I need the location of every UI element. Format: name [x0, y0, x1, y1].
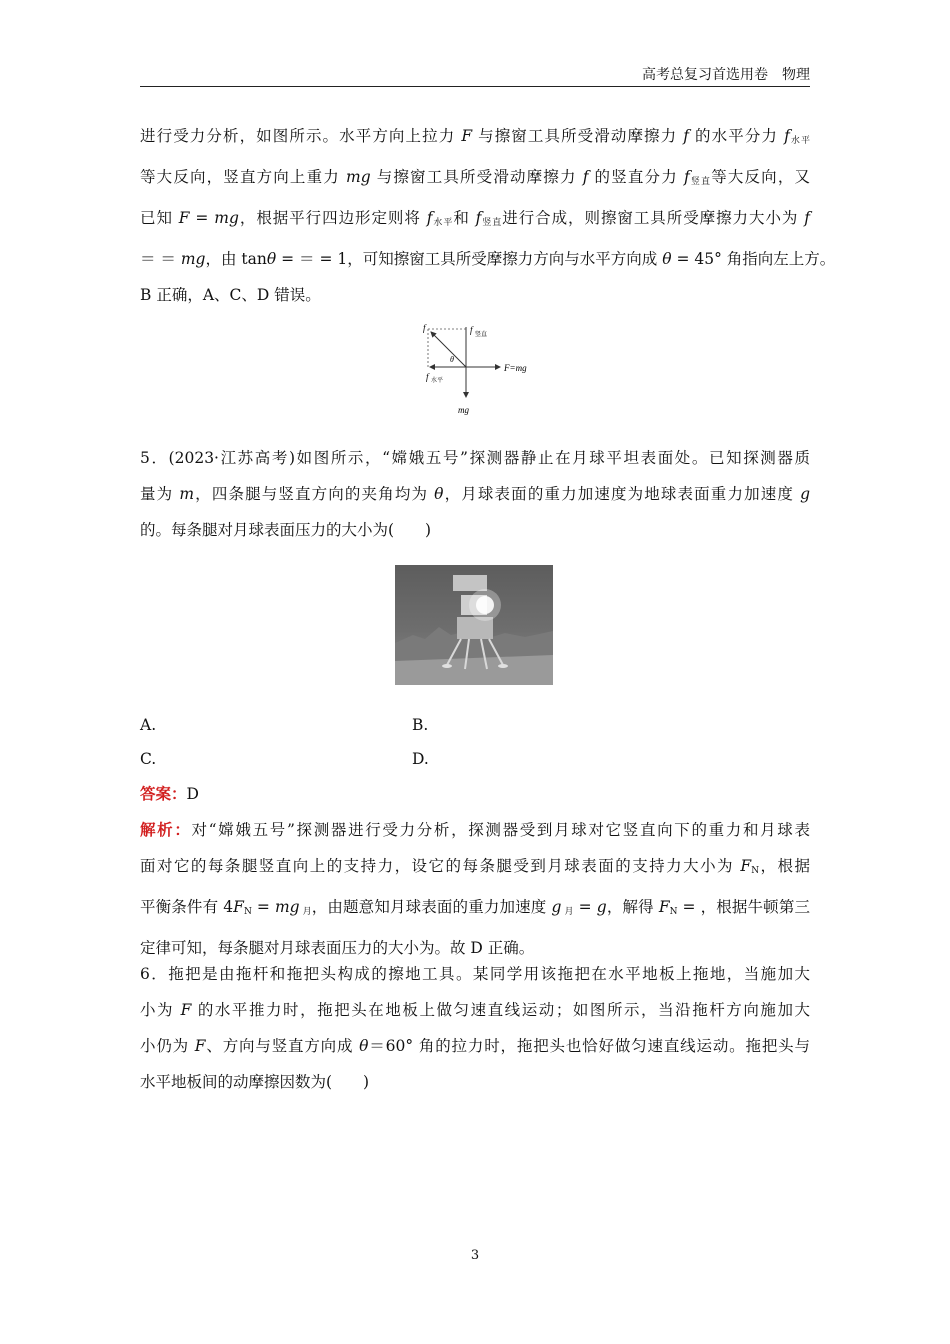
analysis-label: 解析：	[140, 820, 192, 839]
page-number: 3	[470, 1248, 480, 1263]
option-d: D.	[412, 750, 429, 768]
question-6	[140, 956, 810, 1100]
header-rule	[140, 86, 810, 87]
text-line: 解析：对“嫦娥五号”探测器进行受力分析，探测器受到月球对它竖直向下的重力和月球表	[140, 820, 810, 839]
analysis-block	[140, 812, 810, 966]
page-header: 高考总复习首选用卷 物理	[642, 67, 810, 83]
label-f-horizontal-sub: 水平	[431, 377, 444, 384]
text-line: B 正确，A、C、D 错误。	[140, 286, 321, 304]
text-line: 已知 F = mg，根据平行四边形定则将 $f_{水平}$和 $f_{竖直}$进行合成，则擦窗工具所受摩擦力大小为 f	[140, 209, 810, 228]
chang-e-5-lander-photo	[395, 565, 553, 685]
f-resultant-arrow	[431, 332, 466, 367]
text-line: ＝ ＝ mg，由 tanθ = ＝ = 1，可知擦窗工具所受摩擦力方向与水平方向成 θ = 45° 角指向左上方。	[140, 250, 836, 268]
solution-block-4	[140, 118, 836, 313]
text-line: 的。每条腿对月球表面压力的大小为( )	[140, 521, 432, 539]
text-line: 进行受力分析，如图所示。水平方向上拉力 F 与擦窗工具所受滑动摩擦力 f 的水平分力 $f_{水平}$	[140, 127, 811, 146]
text-line: 5．(2023·江苏高考)如图所示，“嫦娥五号”探测器静止在月球平坦表面处。已知探测器质	[140, 449, 810, 467]
label-theta: θ	[450, 355, 454, 364]
text-line: 定律可知，每条腿对月球表面压力的大小为。故 D 正确。	[140, 939, 535, 957]
label-f-horizontal: f	[426, 372, 429, 382]
option-b: B.	[412, 716, 429, 734]
text-line: 平衡条件有 $4F_N$ = mg $_月$，由题意知月球表面的重力加速度 g $_月$ = g，解得 $F_N$ = ，根据牛顿第三	[140, 898, 810, 917]
text-line	[140, 776, 810, 812]
answer-line	[140, 776, 810, 812]
label-f-vertical-sub: 竖直	[475, 331, 488, 338]
label-F-eq-mg: F=mg	[504, 363, 527, 373]
question-5	[140, 440, 810, 548]
answer-value: D	[186, 785, 199, 803]
text-line: 量为 m，四条腿与竖直方向的夹角均为 θ，月球表面的重力加速度为地球表面重力加速度 g	[140, 485, 810, 503]
text-line: 面对它的每条腿竖直向上的支持力，设它的每条腿受到月球表面的支持力大小为 $F_N$，根据	[140, 857, 810, 876]
text-line: 小仍为 F、方向与竖直方向成 θ＝60° 角的拉力时，拖把头也恰好做匀速直线运动。拖把头与	[140, 1037, 811, 1055]
option-c: C.	[140, 750, 157, 768]
label-mg: mg	[458, 405, 469, 415]
label-f: f	[423, 323, 426, 333]
text-line: 小为 F 的水平推力时，拖把头在地板上做匀速直线运动；如图所示，当沿拖杆方向施加大	[140, 1001, 810, 1019]
lander-illustration	[395, 565, 553, 685]
force-diagram	[400, 315, 550, 420]
text-line: 6．拖把是由拖杆和拖把头构成的擦地工具。某同学用该拖把在水平地板上拖地，当施加大	[140, 965, 810, 983]
label-f-vertical: f	[470, 325, 473, 335]
text-line: 等大反向，竖直方向上重力 mg 与擦窗工具所受滑动摩擦力 f 的竖直分力 $f_{竖直}$等大反向，又	[140, 168, 810, 187]
text-line: 水平地板间的动摩擦因数为( )	[140, 1073, 370, 1091]
answer-label: 答案：	[140, 784, 187, 803]
option-a: A.	[140, 716, 157, 734]
